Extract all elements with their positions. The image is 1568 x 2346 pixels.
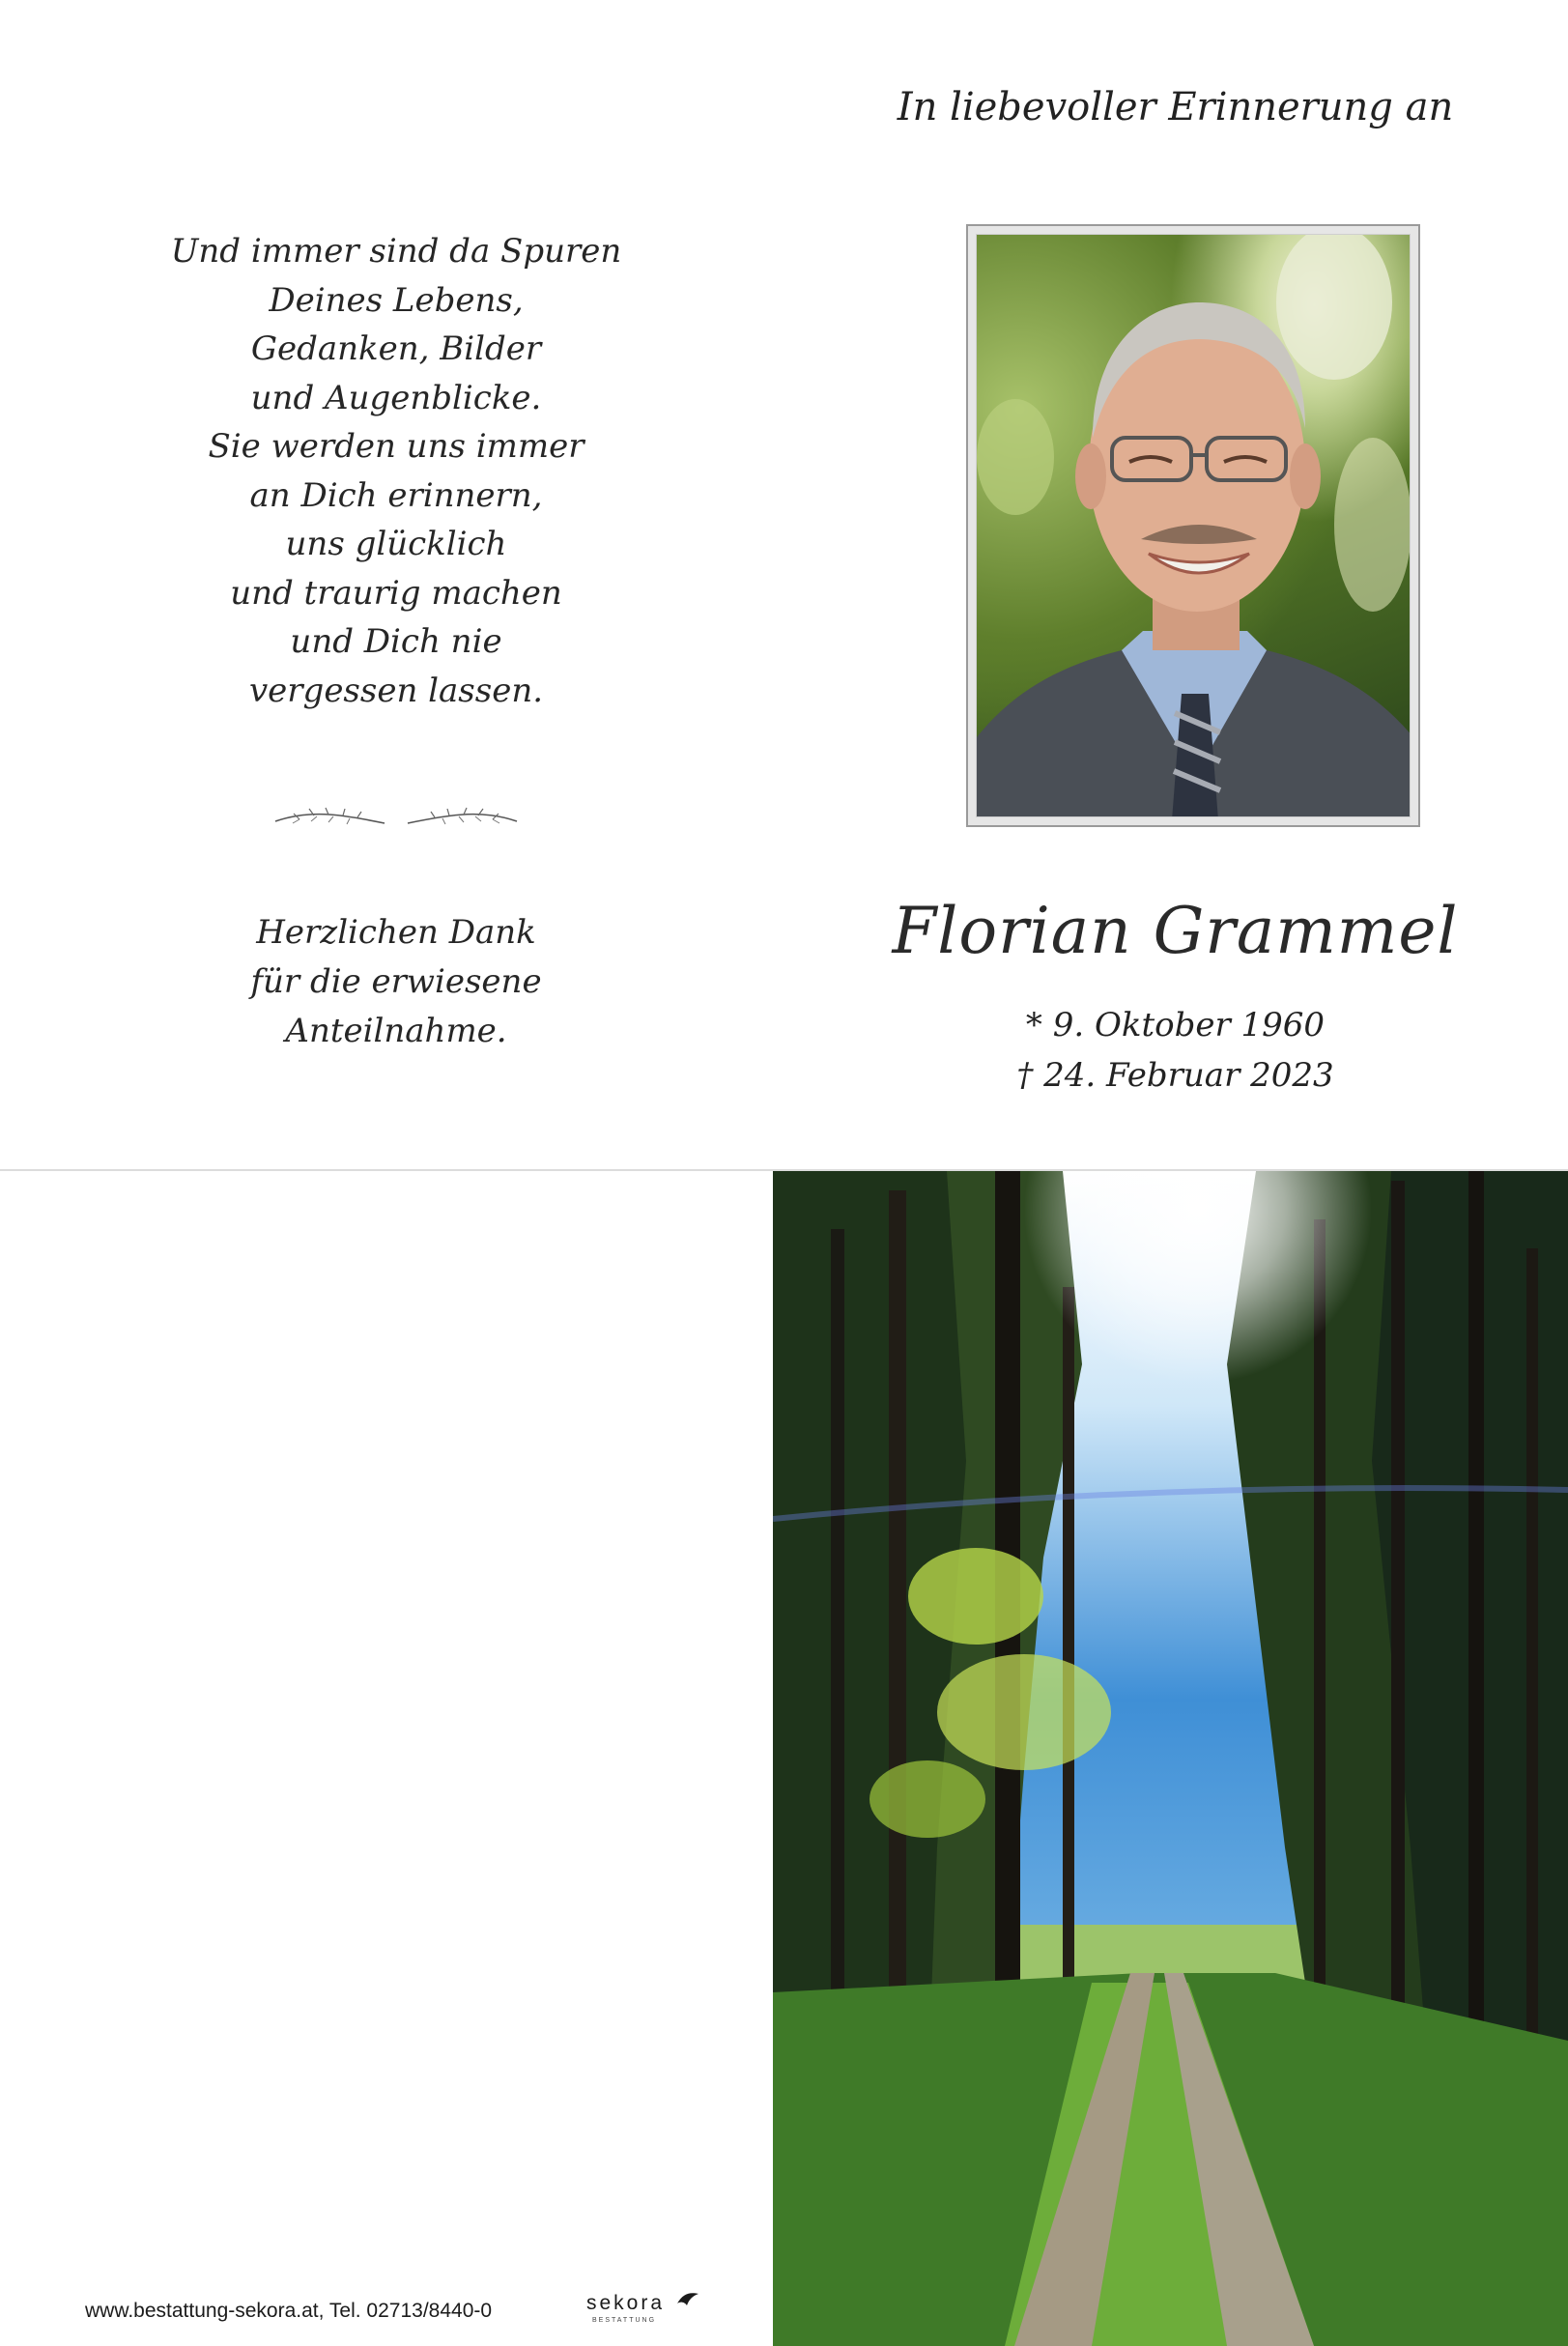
bird-icon [675,2290,700,2309]
poem-line: und traurig machen [230,573,562,613]
logo-subtitle: BESTATTUNG [592,2317,657,2324]
forest-illustration [773,1171,1568,2346]
life-dates [783,1000,1568,1101]
poem-line: vergessen lassen. [248,671,544,710]
footer-contact: www.bestattung-sekora.at, Tel. 02713/8440-0 [85,2300,493,2322]
poem-line: und Dich nie [290,622,502,661]
death-date: † 24. Februar 2023 [1016,1056,1334,1095]
forest-photo [773,1171,1568,2346]
poem [0,227,792,715]
flourish-ornament [271,800,522,835]
poem-line: an Dich erinnern, [249,475,543,515]
thanks-line: für die erwiesene [250,962,542,1001]
poem-line: uns glücklich [285,525,507,563]
memorial-heading: In liebevoller Erinnerung an [897,85,1454,129]
deceased-name: Florian Grammel [892,894,1459,968]
sekora-logo [586,2290,702,2332]
poem-line: Deines Lebens, [269,280,524,320]
thanks-line: Herzlichen Dank [256,913,536,952]
birth-date: * 9. Oktober 1960 [1025,1006,1326,1044]
portrait-frame [966,224,1420,827]
logo-wordmark: sekora [586,2292,666,2314]
portrait-photo [976,234,1411,817]
poem-line: und Augenblicke. [250,378,542,417]
portrait-illustration [977,235,1411,817]
poem-line: Gedanken, Bilder [250,329,542,368]
poem-line: Sie werden uns immer [208,427,584,466]
thanks-line: Anteilnahme. [285,1012,507,1050]
thanks-text [0,908,792,1056]
poem-line: Und immer sind da Spuren [170,232,622,271]
